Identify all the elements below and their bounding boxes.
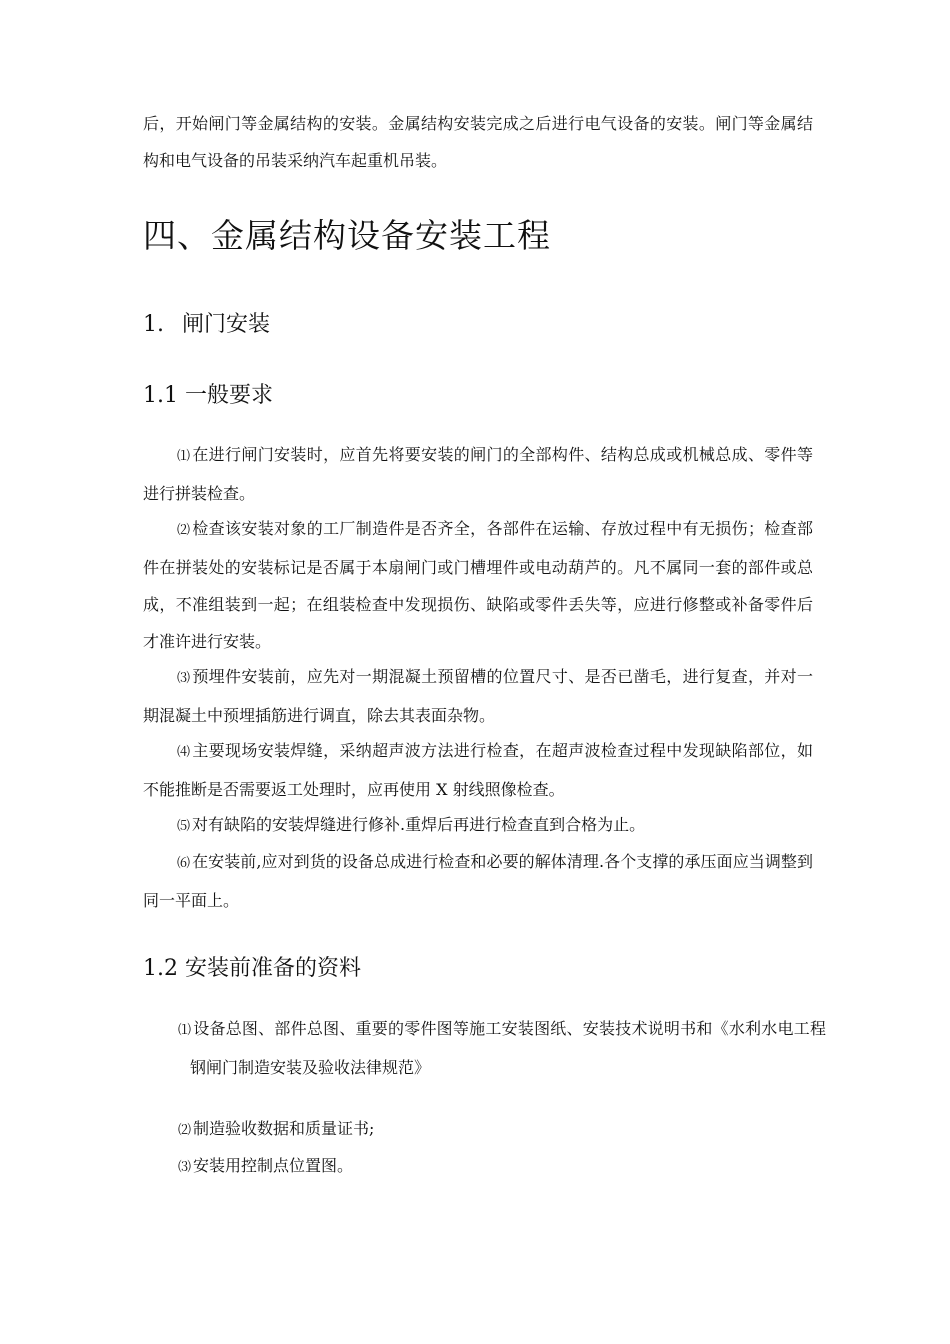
item-marker: ⑴: [178, 1023, 192, 1038]
item-marker: ⑵: [178, 1123, 192, 1138]
general-item-5: [143, 806, 813, 845]
general-item-3: [143, 658, 813, 734]
item-marker: ⑵: [177, 523, 191, 538]
subsection-title: 闸门安装: [182, 312, 271, 337]
general-item-6: [143, 843, 813, 919]
section-title: 四、金属结构设备安装工程: [143, 216, 551, 255]
prep-item-3: [178, 1147, 814, 1186]
item-text: 安装用控制点位置图。: [193, 1156, 354, 1175]
item-text: 预埋件安装前，应先对一期混凝土预留槽的位置尺寸、是否已凿毛，进行复查，并对一期混凝土中预埋插筋进行调直，除去其表面杂物。: [143, 667, 813, 725]
item-text: 检查该安装对象的工厂制造件是否齐全，各部件在运输、存放过程中有无损伤；检查部件在拼装处的安装标记是否属于本扇闸门或门槽埋件或电动葫芦的。凡不属同一套的部件或总成，不准组装到一起；在组装检查中发现损伤、缺陷或零件丢失等，应进行修整或补备零件后才准许进行安装。: [143, 519, 813, 651]
prep-item-2: [178, 1110, 814, 1149]
preparation-materials-heading: 1.2 安装前准备的资料: [143, 956, 361, 981]
item-text: 主要现场安装焊缝，采纳超声波方法进行检查，在超声波检查过程中发现缺陷部位，如不能推断是否需要返工处理时，应再使用 X 射线照像检查。: [143, 741, 813, 799]
item-text: 对有缺陷的安装焊缝进行修补.重焊后再进行检查直到合格为止。: [192, 815, 646, 834]
general-item-1: [143, 436, 813, 512]
item-marker: ⑸: [177, 819, 191, 834]
item-text: 制造验收数据和质量证书;: [193, 1119, 375, 1138]
intro-paragraph: 后，开始闸门等金属结构的安装。金属结构安装完成之后进行电气设备的安装。闸门等金属结构和电气设备的吊装采纳汽车起重机吊装。: [143, 114, 813, 170]
item-marker: ⑴: [177, 449, 191, 464]
item-marker: ⑹: [177, 856, 191, 871]
item-marker: ⑶: [178, 1160, 192, 1175]
item-marker: ⑶: [177, 671, 191, 686]
item-text: 设备总图、部件总图、重要的零件图等施工安装图纸、安装技术说明书和《水利水电工程钢闸门制造安装及验收法律规范》: [190, 1019, 826, 1077]
subsection-number: 1.: [143, 312, 164, 337]
prep-item-1: [178, 1010, 826, 1086]
item-text: 在进行闸门安装时，应首先将要安装的闸门的全部构件、结构总成或机械总成、零件等进行拼装检查。: [143, 445, 813, 503]
item-text: 在安装前,应对到货的设备总成进行检查和必要的解体清理.各个支撑的承压面应当调整到同一平面上。: [143, 852, 813, 910]
item-marker: ⑷: [177, 745, 191, 760]
general-requirements-heading: 1.1 一般要求: [143, 383, 273, 408]
general-item-4: [143, 732, 813, 808]
subsection-heading: [143, 309, 270, 341]
general-item-2: [143, 510, 813, 660]
